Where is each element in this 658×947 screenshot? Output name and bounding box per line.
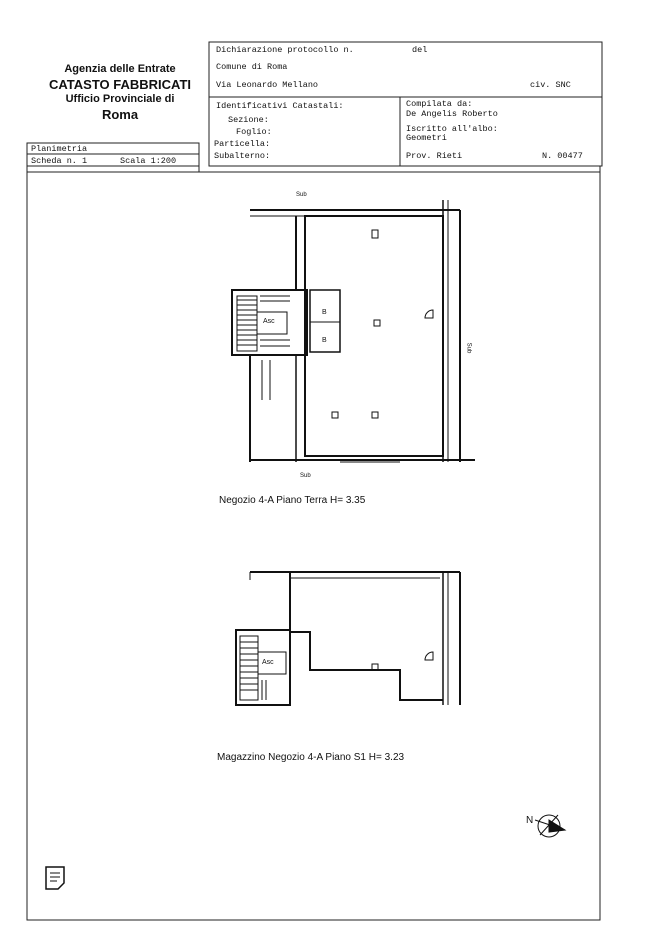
basement-plan bbox=[236, 572, 460, 705]
scala-label: Scala 1:200 bbox=[120, 156, 177, 166]
via-label: Via Leonardo Mellano bbox=[216, 80, 319, 90]
sub-label-top: Sub bbox=[296, 192, 307, 198]
numero-label: N. 00477 bbox=[542, 151, 583, 161]
scheda-label: Scheda n. 1 bbox=[31, 156, 88, 166]
bath-label-1: B bbox=[322, 309, 327, 316]
north-label: N bbox=[526, 815, 534, 826]
planimetria-label: Planimetria bbox=[31, 144, 88, 154]
sub-label-side: Sub bbox=[465, 342, 472, 354]
prov-label: Prov. Rieti bbox=[406, 151, 463, 161]
del-label: del bbox=[412, 45, 428, 55]
civ-label: civ. SNC bbox=[530, 80, 571, 90]
asc-label-basement: Asc bbox=[262, 659, 274, 666]
catastali-title: Identificativi Catastali: bbox=[216, 101, 344, 111]
iscritto-label: Iscritto all'albo: bbox=[406, 124, 498, 134]
sub-label-bottom: Sub bbox=[300, 473, 311, 479]
basement-caption: Magazzino Negozio 4-A Piano S1 H= 3.23 bbox=[217, 752, 405, 763]
document-icon bbox=[44, 865, 66, 891]
catasto-title: CATASTO FABBRICATI bbox=[48, 77, 192, 92]
foglio-label: Foglio: bbox=[236, 127, 272, 137]
dichiarazione-label: Dichiarazione protocollo n. bbox=[216, 45, 354, 55]
north-arrow-icon bbox=[535, 815, 565, 837]
asc-label-ground: Asc bbox=[263, 318, 275, 325]
agency-name: Agenzia delle Entrate bbox=[64, 63, 176, 75]
compilata-name: De Angelis Roberto bbox=[406, 109, 498, 119]
ground-floor-caption: Negozio 4-A Piano Terra H= 3.35 bbox=[219, 495, 366, 506]
albo-value: Geometri bbox=[406, 133, 447, 143]
particella-label: Particella: bbox=[214, 139, 271, 149]
ground-floor-plan bbox=[232, 200, 475, 462]
subalterno-label: Subalterno: bbox=[214, 151, 271, 161]
compilata-label: Compilata da: bbox=[406, 99, 473, 109]
comune-label: Comune di Roma bbox=[216, 62, 288, 72]
ufficio-label: Ufficio Provinciale di bbox=[65, 93, 175, 105]
bath-label-2: B bbox=[322, 337, 327, 344]
ufficio-city: Roma bbox=[101, 107, 139, 122]
sezione-label: Sezione: bbox=[228, 115, 269, 125]
